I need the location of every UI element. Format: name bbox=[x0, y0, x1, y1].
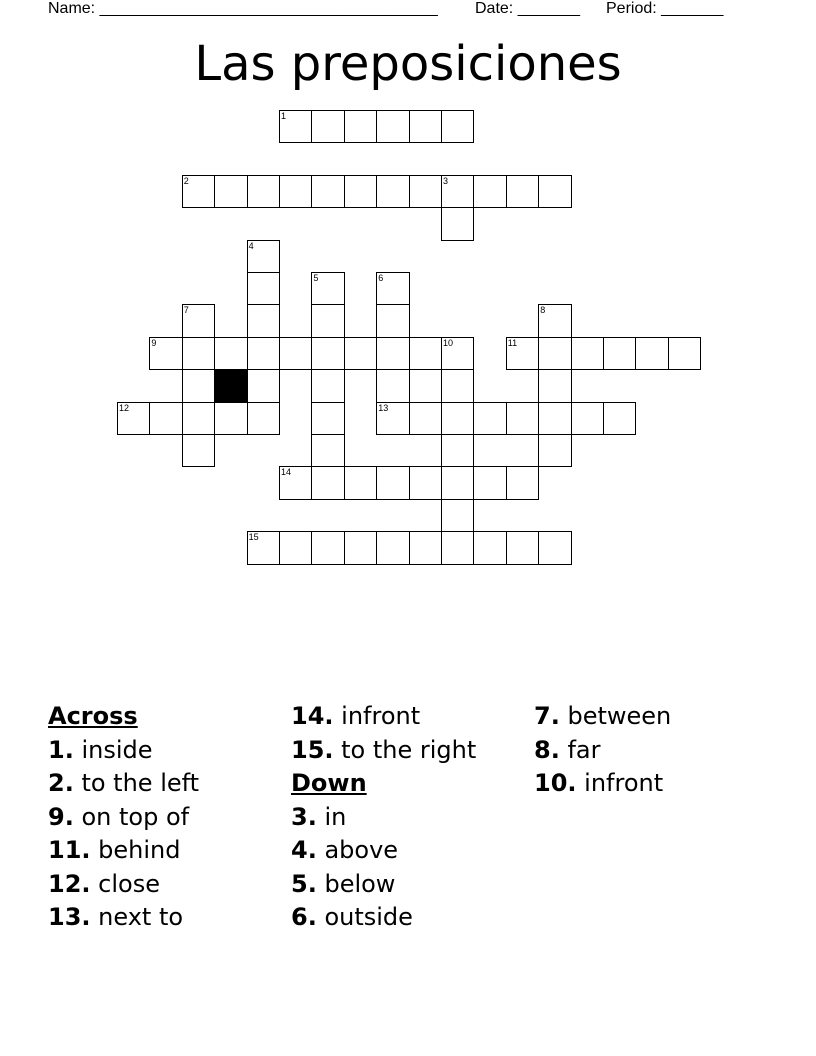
clue-number: 12 bbox=[119, 402, 130, 413]
clue-item bbox=[534, 700, 671, 734]
clue-item bbox=[291, 801, 476, 835]
grid-cell[interactable] bbox=[538, 434, 571, 467]
clue-item-text: close bbox=[90, 869, 160, 898]
clue-item-number: 12. bbox=[48, 869, 91, 898]
name-field[interactable]: Name: ______________________________________ bbox=[48, 0, 438, 17]
grid-cell[interactable] bbox=[506, 531, 539, 564]
clue-heading: Across bbox=[48, 702, 138, 730]
student-info-header bbox=[0, 0, 816, 20]
clue-item bbox=[48, 734, 199, 768]
clue-item-text: infront bbox=[333, 702, 421, 730]
grid-cell[interactable] bbox=[538, 531, 571, 564]
clue-item-number: 1. bbox=[48, 735, 74, 764]
grid-cell[interactable] bbox=[473, 531, 506, 564]
clues-column-2 bbox=[291, 700, 476, 935]
grid-cell[interactable] bbox=[409, 466, 442, 499]
grid-cell[interactable] bbox=[247, 304, 280, 337]
clue-number: 8 bbox=[540, 305, 546, 316]
clue-number: 3 bbox=[443, 175, 449, 186]
clue-item-number: 6. bbox=[291, 903, 317, 931]
clue-item-number: 7. bbox=[534, 702, 560, 730]
clue-item bbox=[291, 901, 476, 935]
grid-cell[interactable] bbox=[441, 207, 474, 240]
grid-cell[interactable] bbox=[149, 402, 182, 435]
clue-number: 15 bbox=[248, 532, 259, 543]
grid-cell[interactable] bbox=[182, 402, 215, 435]
grid-cell[interactable] bbox=[571, 337, 604, 370]
clue-item-number: 15. bbox=[291, 735, 334, 764]
clue-item-text: to the right bbox=[333, 735, 477, 764]
clue-item-number: 2. bbox=[48, 769, 74, 797]
grid-cell[interactable] bbox=[344, 531, 377, 564]
clue-item bbox=[291, 868, 476, 902]
grid-cell[interactable] bbox=[344, 337, 377, 370]
grid-cell[interactable] bbox=[506, 175, 539, 208]
clue-item bbox=[534, 767, 671, 801]
grid-cell[interactable] bbox=[668, 337, 701, 370]
clue-item-text: below bbox=[316, 869, 396, 898]
clues-column-1 bbox=[48, 700, 199, 935]
clue-number: 4 bbox=[248, 240, 254, 251]
clue-item-text: far bbox=[559, 735, 601, 764]
grid-cell[interactable] bbox=[409, 110, 442, 143]
grid-cell[interactable] bbox=[409, 337, 442, 370]
grid-cell[interactable] bbox=[441, 434, 474, 467]
grid-cell[interactable] bbox=[311, 304, 344, 337]
grid-cell[interactable] bbox=[247, 337, 280, 370]
grid-cell[interactable] bbox=[376, 337, 409, 370]
grid-cell[interactable] bbox=[247, 272, 280, 305]
period-field[interactable]: Period: _______ bbox=[606, 0, 724, 17]
clue-item-text: inside bbox=[73, 735, 153, 764]
grid-cell[interactable] bbox=[247, 369, 280, 402]
grid-cell[interactable] bbox=[441, 110, 474, 143]
clue-item-text: outside bbox=[316, 903, 413, 931]
clue-item bbox=[534, 734, 671, 768]
clue-item-number: 4. bbox=[291, 836, 317, 864]
grid-cell[interactable] bbox=[311, 175, 344, 208]
clue-number: 9 bbox=[151, 337, 157, 348]
clue-item-text: behind bbox=[90, 836, 181, 864]
clue-item-number: 9. bbox=[48, 802, 74, 831]
clue-item bbox=[48, 834, 199, 868]
grid-cell[interactable] bbox=[279, 531, 312, 564]
grid-cell[interactable] bbox=[441, 499, 474, 532]
clue-item-text: on top of bbox=[73, 802, 190, 831]
grid-cell[interactable] bbox=[214, 175, 247, 208]
grid-cell[interactable] bbox=[473, 402, 506, 435]
grid-cell[interactable] bbox=[182, 434, 215, 467]
grid-cell[interactable] bbox=[311, 110, 344, 143]
page-title: Las preposiciones bbox=[194, 36, 622, 92]
grid-cell[interactable] bbox=[214, 337, 247, 370]
grid-cell[interactable] bbox=[473, 466, 506, 499]
clue-item bbox=[48, 767, 199, 801]
date-field[interactable]: Date: _______ bbox=[475, 0, 580, 17]
clue-number: 10 bbox=[443, 337, 454, 348]
grid-cell[interactable] bbox=[311, 466, 344, 499]
clues-column-3 bbox=[534, 700, 671, 801]
clue-item-number: 14. bbox=[291, 702, 334, 730]
clue-number: 5 bbox=[313, 273, 319, 283]
grid-cell[interactable] bbox=[376, 369, 409, 402]
clue-number: 6 bbox=[378, 273, 384, 283]
grid-cell[interactable] bbox=[506, 402, 539, 435]
grid-cell[interactable] bbox=[344, 110, 377, 143]
black-square bbox=[214, 369, 247, 402]
grid-cell[interactable] bbox=[441, 531, 474, 564]
grid-cell[interactable] bbox=[247, 402, 280, 435]
grid-cell[interactable] bbox=[635, 337, 668, 370]
clue-item-number: 8. bbox=[534, 735, 560, 764]
grid-cell[interactable] bbox=[182, 337, 215, 370]
clue-heading: Down bbox=[291, 769, 367, 797]
clue-item-text: in bbox=[316, 802, 347, 831]
grid-cell[interactable] bbox=[311, 531, 344, 564]
grid-cell[interactable] bbox=[311, 434, 344, 467]
clue-item-text: between bbox=[559, 702, 672, 730]
grid-cell[interactable] bbox=[603, 337, 636, 370]
clue-item bbox=[291, 834, 476, 868]
grid-cell[interactable] bbox=[441, 466, 474, 499]
grid-cell[interactable] bbox=[538, 175, 571, 208]
grid-cell[interactable] bbox=[441, 402, 474, 435]
grid-cell[interactable] bbox=[376, 175, 409, 208]
clue-item-number: 13. bbox=[48, 903, 91, 931]
clue-item-text: infront bbox=[576, 769, 664, 797]
clue-item-number: 11. bbox=[48, 836, 91, 864]
grid-cell[interactable] bbox=[376, 110, 409, 143]
grid-cell[interactable] bbox=[311, 402, 344, 435]
grid-cell[interactable] bbox=[409, 531, 442, 564]
grid-cell[interactable] bbox=[247, 175, 280, 208]
clue-item-number: 10. bbox=[534, 769, 577, 797]
grid-cell[interactable] bbox=[409, 402, 442, 435]
grid-cell[interactable] bbox=[279, 337, 312, 370]
clue-item-text: to the left bbox=[73, 769, 200, 797]
grid-cell[interactable] bbox=[538, 337, 571, 370]
grid-cell[interactable] bbox=[603, 402, 636, 435]
grid-cell[interactable] bbox=[376, 304, 409, 337]
grid-cell[interactable] bbox=[311, 369, 344, 402]
clue-item bbox=[48, 801, 199, 835]
clue-item-text: above bbox=[316, 836, 399, 864]
grid-cell[interactable] bbox=[473, 175, 506, 208]
clue-number: 14 bbox=[281, 467, 292, 478]
clue-item-number: 3. bbox=[291, 802, 317, 831]
grid-cell[interactable] bbox=[279, 175, 312, 208]
clue-item bbox=[291, 734, 476, 768]
clue-item bbox=[48, 901, 199, 935]
grid-cell[interactable] bbox=[571, 402, 604, 435]
grid-cell[interactable] bbox=[538, 369, 571, 402]
grid-cell[interactable] bbox=[182, 369, 215, 402]
clue-number: 1 bbox=[281, 111, 287, 121]
clue-item-text: next to bbox=[90, 903, 184, 931]
clue-number: 7 bbox=[183, 305, 189, 316]
clue-number: 13 bbox=[378, 402, 389, 413]
grid-cell[interactable] bbox=[344, 175, 377, 208]
grid-cell[interactable] bbox=[506, 466, 539, 499]
clue-item-number: 5. bbox=[291, 869, 317, 898]
clue-number: 2 bbox=[183, 175, 189, 186]
grid-cell[interactable] bbox=[376, 466, 409, 499]
grid-cell[interactable] bbox=[344, 466, 377, 499]
grid-cell[interactable] bbox=[409, 175, 442, 208]
grid-cell[interactable] bbox=[214, 402, 247, 435]
clue-number: 11 bbox=[507, 337, 518, 348]
clue-item bbox=[291, 700, 476, 734]
grid-cell[interactable] bbox=[311, 337, 344, 370]
clue-item bbox=[48, 868, 199, 902]
grid-cell[interactable] bbox=[441, 369, 474, 402]
grid-cell[interactable] bbox=[376, 531, 409, 564]
grid-cell[interactable] bbox=[538, 402, 571, 435]
